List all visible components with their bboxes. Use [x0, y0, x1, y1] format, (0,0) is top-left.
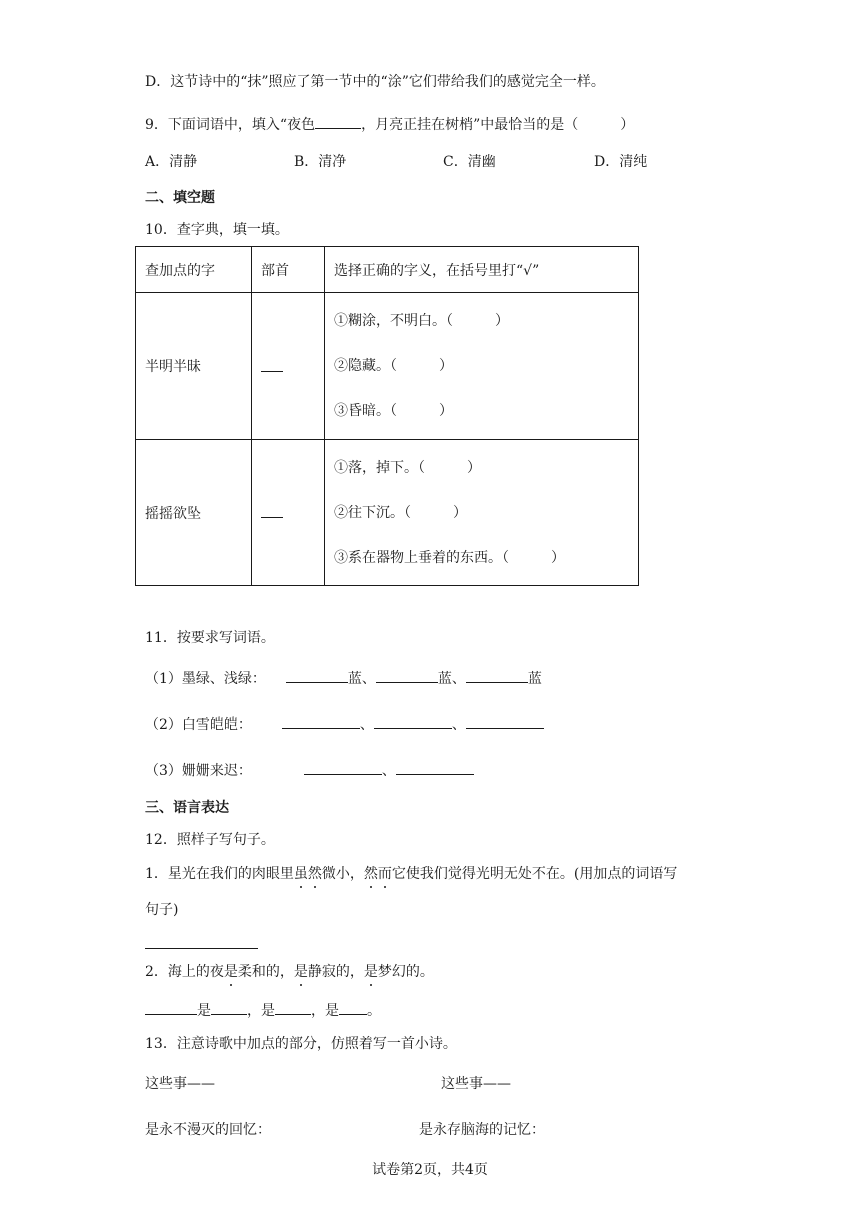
q9-blank[interactable]: [315, 114, 361, 129]
q12-s1-line-2: 句子): [145, 902, 179, 918]
q12-s2-part-e: 梦幻的。: [377, 964, 434, 980]
q11-p1-sep-2: 、: [451, 671, 466, 687]
q12-s2-answer: [145, 1000, 381, 1021]
q11-p1-blank-2[interactable]: [376, 668, 438, 683]
header-char: 查加点的字: [136, 247, 252, 293]
q9-option-c[interactable]: C．清幽: [443, 154, 496, 170]
row2-word: 摇摇欲坠: [136, 440, 252, 586]
q12-sentence-1: [145, 864, 677, 884]
q12-s1-dotted-1: 虽: [293, 866, 308, 882]
page-footer: 试卷第2页，共4页: [372, 1162, 488, 1178]
q12-s2-part-b: 柔和的，: [237, 964, 294, 980]
q11-p2-blank-1[interactable]: [282, 714, 360, 729]
q12-s2-blank-1[interactable]: [145, 1000, 197, 1015]
q11-p1-suffix-1: 蓝: [347, 671, 362, 687]
q11-p2-label: （2）白雪皑皑：: [145, 717, 252, 733]
q11-p1-blank-1[interactable]: [286, 668, 348, 683]
q12-s2-part-a: 2．海上的夜: [145, 964, 224, 980]
q12-s2-part-c: 静寂的，: [307, 964, 364, 980]
q9-option-b[interactable]: B．清净: [294, 154, 347, 170]
q12-s2-blank-4[interactable]: [339, 1000, 367, 1015]
q9-stem: [145, 114, 634, 135]
row1-word: 半明半昧: [136, 293, 252, 440]
table-row: [136, 293, 639, 440]
row2-radical-cell: [252, 440, 325, 586]
q12-s2-dotted-3: 是: [363, 964, 378, 980]
q11-p3-blank-2[interactable]: [396, 760, 474, 775]
row1-meaning-2[interactable]: ②隐藏。（ ）: [334, 358, 453, 374]
q8-option-d: D．这节诗中的“抹”照应了第一节中的“涂”它们带给我们的感觉完全一样。: [145, 74, 605, 90]
row2-meaning-2[interactable]: ②往下沉。（ ）: [334, 504, 467, 521]
q11-p3-label: （3）姗姗来迟：: [145, 763, 252, 779]
row2-meaning-1[interactable]: ①落，掉下。（ ）: [334, 459, 481, 476]
q11-p3-sep: 、: [381, 763, 396, 779]
q11-p1-blank-3[interactable]: [466, 668, 528, 683]
q13-left-line-2: 是永不漫灭的回忆：: [145, 1122, 271, 1138]
q9-stem-before: 9．下面词语中，填入“夜色: [145, 117, 316, 133]
q11-p2-sep-1: 、: [359, 717, 374, 733]
q12-s2-blank-2[interactable]: [211, 1000, 247, 1015]
q12-s1-dotted-4: 而: [377, 866, 392, 882]
row1-meanings: [325, 293, 639, 440]
row1-meaning-1[interactable]: ①糊涂，不明白。（ ）: [334, 313, 509, 329]
row2-meaning-3[interactable]: ③系在器物上垂着的东西。（ ）: [334, 549, 565, 566]
q12-stem: 12．照样子写句子。: [145, 832, 275, 848]
q12-s2-ans-shi-2: 是: [261, 1003, 275, 1019]
row2-meanings: [325, 440, 639, 586]
q13-stem: 13．注意诗歌中加点的部分，仿照着写一首小诗。: [145, 1036, 457, 1052]
q12-s2-ans-comma-2: ，: [311, 1003, 325, 1019]
q11-stem: 11．按要求写词语。: [145, 630, 275, 646]
q11-p1-label: （1）墨绿、浅绿：: [145, 671, 266, 687]
q12-s1-part-c: 它使我们觉得光明无处不在。(用加点的词语写: [391, 866, 678, 882]
q11-p2-sep-2: 、: [451, 717, 466, 733]
q13-left-line-1: 这些事——: [145, 1076, 215, 1092]
q11-part-2: [145, 714, 544, 735]
q12-s1-dotted-3: 然: [363, 866, 378, 882]
q9-stem-after: ，月亮正挂在树梢”中最恰当的是（ ）: [361, 117, 635, 133]
section-2-title: 二、填空题: [145, 190, 215, 206]
row1-radical-cell: [252, 293, 325, 440]
q11-p3-blank-1[interactable]: [304, 760, 382, 775]
q13-right-line-1: 这些事——: [441, 1076, 511, 1092]
q9-option-a[interactable]: A．清静: [145, 154, 198, 170]
dictionary-table: [135, 246, 639, 586]
q12-s1-part-b: 微小，: [321, 866, 364, 882]
q11-part-1: [145, 668, 542, 689]
q11-p1-sep-1: 、: [361, 671, 376, 687]
q12-s2-dotted-1: 是: [223, 964, 238, 980]
q11-p1-suffix-2: 蓝: [437, 671, 452, 687]
q12-s2-ans-shi-1: 是: [197, 1003, 211, 1019]
q11-part-3: [145, 760, 474, 781]
q12-s1-part-a: 1．星光在我们的肉眼里: [145, 866, 294, 882]
row1-radical-blank[interactable]: [261, 357, 283, 372]
q12-s2-ans-shi-3: 是: [325, 1003, 339, 1019]
q12-s1-dotted-2: 然: [307, 866, 322, 882]
q11-p2-blank-3[interactable]: [466, 714, 544, 729]
q13-right-line-2: 是永存脑海的记忆：: [419, 1122, 545, 1138]
table-header-row: [136, 247, 639, 293]
q12-s2-dotted-2: 是: [293, 964, 308, 980]
table-row: [136, 440, 639, 586]
header-meaning: 选择正确的字义，在括号里打“√”: [325, 247, 639, 293]
q11-p2-blank-2[interactable]: [374, 714, 452, 729]
q12-s2-ans-comma-1: ，: [247, 1003, 261, 1019]
q10-stem: 10．查字典，填一填。: [145, 222, 289, 238]
q12-sentence-2: [145, 962, 434, 982]
q11-p1-suffix-3: 蓝: [527, 671, 542, 687]
q12-s2-ans-end: 。: [367, 1003, 381, 1019]
q12-s2-blank-3[interactable]: [275, 1000, 311, 1015]
section-3-title: 三、语言表达: [145, 800, 229, 816]
header-radical: 部首: [252, 247, 325, 293]
q9-option-d[interactable]: D．清纯: [594, 154, 648, 170]
q12-s1-answer-line[interactable]: [145, 948, 258, 949]
row1-meaning-3[interactable]: ③昏暗。（ ）: [334, 403, 453, 419]
row2-radical-blank[interactable]: [261, 503, 283, 518]
